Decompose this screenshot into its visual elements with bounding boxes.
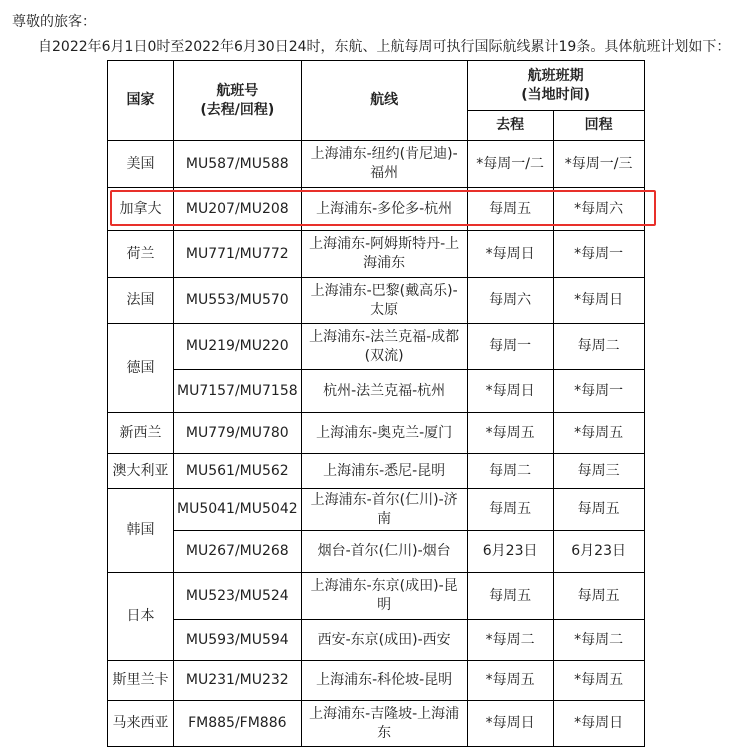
- table-row: [108, 531, 645, 573]
- route-cell: 上海浦东-奥克兰-厦门: [301, 413, 467, 454]
- header-outbound: 去程: [467, 111, 553, 141]
- route-cell: 上海浦东-首尔(仁川)-济南: [301, 489, 467, 531]
- outbound-cell: *每周日: [467, 701, 553, 747]
- header-schedule-line1: 航班班期: [527, 67, 584, 84]
- flight-schedule-table: [107, 60, 645, 747]
- route-cell: 上海浦东-多伦多-杭州: [301, 188, 467, 231]
- return-cell: *每周二: [553, 620, 644, 661]
- country-cell: 日本: [108, 573, 174, 661]
- flight-cell: MU7157/MU7158: [174, 370, 302, 413]
- header-schedule: [467, 61, 644, 111]
- header-flight-line1: 航班号: [216, 82, 259, 99]
- route-cell: 烟台-首尔(仁川)-烟台: [301, 531, 467, 573]
- intro-paragraph: 自2022年6月1日0时至2022年6月30日24时，东航、上航每周可执行国际航线累计19条。具体航班计划如下：: [38, 39, 731, 55]
- route-cell: 上海浦东-巴黎(戴高乐)-太原: [301, 278, 467, 324]
- country-cell: 法国: [108, 278, 174, 324]
- flight-cell: MU231/MU232: [174, 661, 302, 701]
- outbound-cell: 每周五: [467, 573, 553, 620]
- table-row: [108, 489, 645, 531]
- table-row: [108, 573, 645, 620]
- route-cell: 上海浦东-悉尼-昆明: [301, 454, 467, 489]
- flight-cell: MU5041/MU5042: [174, 489, 302, 531]
- table-row: [108, 231, 645, 278]
- header-return: 回程: [553, 111, 644, 141]
- header-country: 国家: [108, 61, 174, 141]
- outbound-cell: *每周五: [467, 413, 553, 454]
- flight-cell: MU561/MU562: [174, 454, 302, 489]
- return-cell: 每周五: [553, 489, 644, 531]
- country-cell: 荷兰: [108, 231, 174, 278]
- return-cell: *每周一/三: [553, 141, 644, 188]
- outbound-cell: *每周一/二: [467, 141, 553, 188]
- route-cell: 上海浦东-科伦坡-昆明: [301, 661, 467, 701]
- return-cell: 每周二: [553, 324, 644, 370]
- header-route: 航线: [301, 61, 467, 141]
- country-cell: 德国: [108, 324, 174, 413]
- outbound-cell: 每周六: [467, 278, 553, 324]
- table-row: [108, 701, 645, 747]
- flight-cell: MU207/MU208: [174, 188, 302, 231]
- outbound-cell: 每周五: [467, 188, 553, 231]
- outbound-cell: *每周五: [467, 661, 553, 701]
- route-cell: 上海浦东-吉隆坡-上海浦东: [301, 701, 467, 747]
- country-cell: 美国: [108, 141, 174, 188]
- flight-cell: MU593/MU594: [174, 620, 302, 661]
- table-row: [108, 324, 645, 370]
- country-cell: 韩国: [108, 489, 174, 573]
- table-row: [108, 278, 645, 324]
- table-row: [108, 141, 645, 188]
- country-cell: 斯里兰卡: [108, 661, 174, 701]
- outbound-cell: 每周五: [467, 489, 553, 531]
- flight-cell: MU779/MU780: [174, 413, 302, 454]
- outbound-cell: *每周二: [467, 620, 553, 661]
- table-row: [108, 413, 645, 454]
- outbound-cell: 6月23日: [467, 531, 553, 573]
- header-flight: [174, 61, 302, 141]
- greeting-text: 尊敬的旅客：: [12, 14, 96, 30]
- table-row: [108, 661, 645, 701]
- table-row: [108, 370, 645, 413]
- return-cell: *每周日: [553, 701, 644, 747]
- table-row: [108, 188, 645, 231]
- table-row: [108, 620, 645, 661]
- return-cell: 每周五: [553, 573, 644, 620]
- route-cell: 上海浦东-纽约(肯尼迪)-福州: [301, 141, 467, 188]
- flight-cell: MU267/MU268: [174, 531, 302, 573]
- route-cell: 西安-东京(成田)-西安: [301, 620, 467, 661]
- flight-cell: MU553/MU570: [174, 278, 302, 324]
- route-cell: 上海浦东-东京(成田)-昆明: [301, 573, 467, 620]
- route-cell: 上海浦东-法兰克福-成都(双流): [301, 324, 467, 370]
- country-cell: 加拿大: [108, 188, 174, 231]
- outbound-cell: 每周一: [467, 324, 553, 370]
- return-cell: *每周五: [553, 661, 644, 701]
- header-row: [108, 61, 645, 111]
- return-cell: *每周一: [553, 231, 644, 278]
- return-cell: 每周三: [553, 454, 644, 489]
- flight-cell: MU771/MU772: [174, 231, 302, 278]
- flight-cell: MU523/MU524: [174, 573, 302, 620]
- table-row: [108, 454, 645, 489]
- return-cell: *每周六: [553, 188, 644, 231]
- outbound-cell: *每周日: [467, 370, 553, 413]
- flight-cell: MU219/MU220: [174, 324, 302, 370]
- return-cell: 6月23日: [553, 531, 644, 573]
- return-cell: *每周五: [553, 413, 644, 454]
- header-flight-line2: (去程/回程): [200, 101, 275, 118]
- header-schedule-line2: (当地时间): [521, 86, 591, 103]
- route-cell: 上海浦东-阿姆斯特丹-上海浦东: [301, 231, 467, 278]
- country-cell: 新西兰: [108, 413, 174, 454]
- country-cell: 澳大利亚: [108, 454, 174, 489]
- outbound-cell: *每周日: [467, 231, 553, 278]
- route-cell: 杭州-法兰克福-杭州: [301, 370, 467, 413]
- return-cell: *每周日: [553, 278, 644, 324]
- outbound-cell: 每周二: [467, 454, 553, 489]
- flight-cell: MU587/MU588: [174, 141, 302, 188]
- flight-cell: FM885/FM886: [174, 701, 302, 747]
- return-cell: *每周一: [553, 370, 644, 413]
- country-cell: 马来西亚: [108, 701, 174, 747]
